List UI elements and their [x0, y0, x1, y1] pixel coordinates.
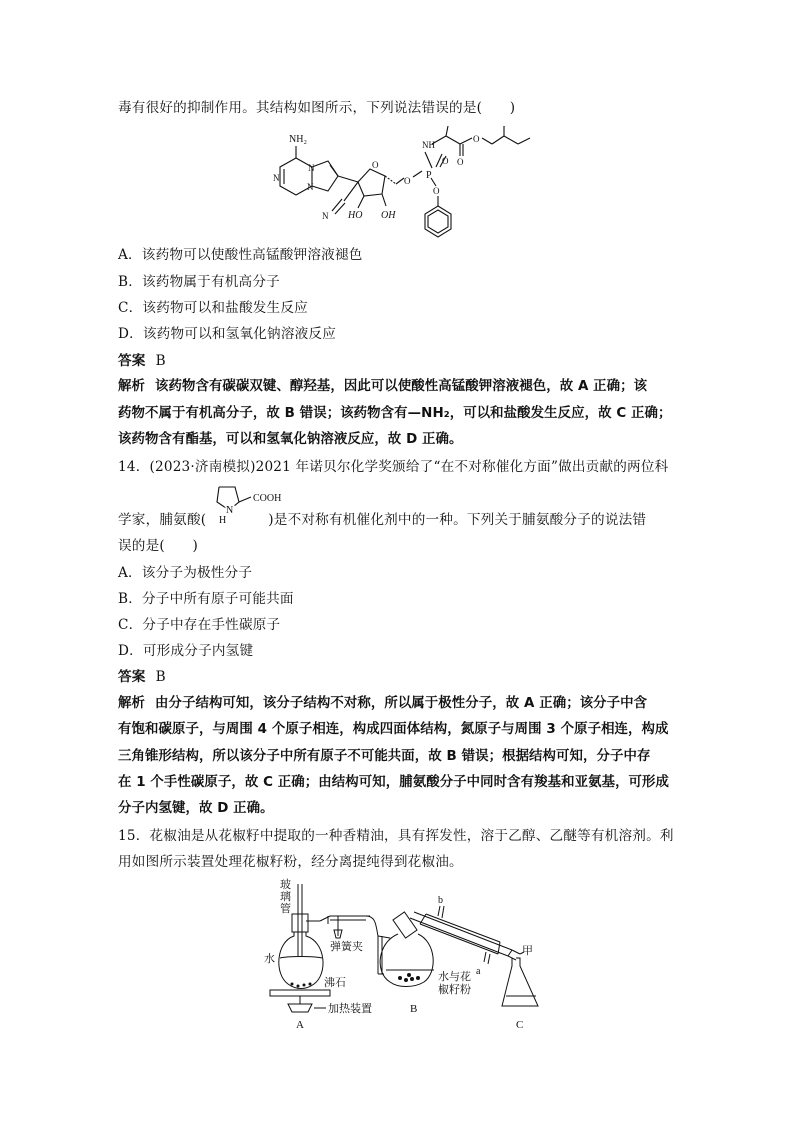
- label-water-seeds-1: 水与花: [438, 971, 471, 983]
- analysis-label: 解析: [118, 379, 145, 394]
- label-spring-clip: 弹簧夹: [330, 941, 363, 953]
- svg-text:NH: NH: [422, 140, 435, 150]
- svg-text:O: O: [442, 156, 449, 166]
- label-B: B: [410, 1003, 418, 1015]
- label-b: b: [438, 895, 443, 906]
- q15-stem-line-1: 15．花椒油是从花椒籽中提取的一种香精油，具有挥发性，溶于乙醇、乙醚等有机溶剂。利: [118, 828, 674, 844]
- svg-text:N: N: [273, 173, 280, 183]
- q13-option-c: C．该药物可以和盐酸发生反应: [118, 300, 308, 316]
- q13-option-d: D．该药物可以和氢氧化钠溶液反应: [118, 326, 337, 342]
- svg-text:HO: HO: [348, 210, 363, 221]
- q14-option-a: A．该分子为极性分子: [118, 565, 253, 581]
- q13-analysis-line-1: 解析 该药物含有碳碳双键、醇羟基，因此可以使酸性高锰酸钾溶液褪色，故 A 正确；该: [118, 379, 648, 394]
- q13-molecule-structure: [270, 126, 540, 238]
- q14-answer: [118, 665, 166, 685]
- q15-stem-line-2: 用如图所示装置处理花椒籽粉，经分离提纯得到花椒油。: [118, 854, 463, 870]
- svg-text:P: P: [426, 170, 432, 181]
- svg-text:O: O: [433, 186, 440, 196]
- label-A: A: [296, 1019, 304, 1031]
- q13-option-b: B．该药物属于有机高分子: [118, 274, 280, 290]
- q14-analysis-line-2: 有饱和碳原子，与周围 4 个原子相连，构成四面体结构，氮原子与周围 3 个原子相连，构成: [118, 722, 669, 737]
- label-jia: 甲: [522, 945, 533, 957]
- svg-text:O: O: [473, 134, 480, 144]
- label-glass-tube-3: 管: [280, 903, 291, 915]
- answer-label: 答案: [118, 353, 146, 369]
- label-water: 水: [264, 953, 275, 965]
- q14-analysis-line-4: 在 1 个手性碳原子，故 C 正确；由结构可知，脯氨酸分子中同时含有羧基和亚氨基，可形成: [118, 775, 670, 790]
- q14-option-c: C．分子中存在手性碳原子: [118, 617, 281, 633]
- label-water-seeds-2: 椒籽粉: [438, 984, 471, 996]
- q13-option-a: A．该药物可以使酸性高锰酸钾溶液褪色: [118, 247, 363, 263]
- q13-answer: [118, 349, 166, 369]
- q14-option-b: B．分子中所有原子可能共面: [118, 591, 294, 607]
- svg-text:N: N: [307, 182, 314, 192]
- svg-text:O: O: [457, 157, 464, 167]
- analysis-label: 解析: [118, 696, 145, 711]
- answer-value: B: [155, 669, 166, 685]
- q13-analysis-line-3: 该药物含有酯基，可以和氢氧化钠溶液反应，故 D 正确。: [118, 432, 463, 447]
- answer-value: B: [155, 353, 166, 369]
- nh2-label: NH₂: [289, 134, 307, 145]
- distillation-apparatus-figure: [258, 876, 558, 1034]
- q14-analysis-line-5: 分子内氢键，故 D 正确。: [118, 801, 274, 816]
- svg-text:O: O: [372, 160, 379, 170]
- q13-analysis-line-2: 药物不属于有机高分子，故 B 错误；该药物含有—NH₂，可以和盐酸发生反应，故 C 正确；: [118, 406, 672, 421]
- q14-analysis-line-3: 三角锥形结构，所以该分子中所有原子不可能共面，故 B 错误；根据结构可知，分子中存: [118, 749, 651, 764]
- q14-stem-line-3: 误的是( ): [118, 538, 198, 554]
- svg-text:H: H: [219, 515, 227, 524]
- q14-option-d: D．可形成分子内氢键: [118, 643, 254, 659]
- svg-text:N: N: [322, 211, 329, 221]
- label-heater: 加热装置: [328, 1003, 372, 1015]
- q13-stem: 毒有很好的抑制作用。其结构如图所示，下列说法错误的是( ): [118, 100, 516, 116]
- q14-stem-line-1: 14．(2023·济南模拟)2021 年诺贝尔化学奖颁给了“在不对称催化方面”做出贡献的两位科: [118, 459, 669, 475]
- svg-text:OH: OH: [381, 210, 396, 221]
- q14-analysis-line-1: 解析 由分子结构可知，该分子结构不对称，所以属于极性分子，故 A 正确；该分子中含: [118, 696, 648, 711]
- label-a: a: [476, 966, 481, 977]
- svg-text:N: N: [226, 505, 234, 516]
- answer-label: 答案: [118, 669, 146, 685]
- label-glass-tube-1: 玻: [280, 879, 291, 891]
- q14-stem-line-2: 学家，脯氨酸( )是不对称有机催化剂中的一种。下列关于脯氨酸分子的说法错: [118, 512, 647, 528]
- label-C: C: [516, 1019, 524, 1031]
- cooh-label: COOH: [253, 493, 282, 504]
- svg-text:N: N: [308, 163, 315, 173]
- label-glass-tube-2: 璃: [280, 891, 291, 903]
- svg-text:O: O: [404, 176, 411, 186]
- label-boiling-chips: 沸石: [324, 977, 346, 989]
